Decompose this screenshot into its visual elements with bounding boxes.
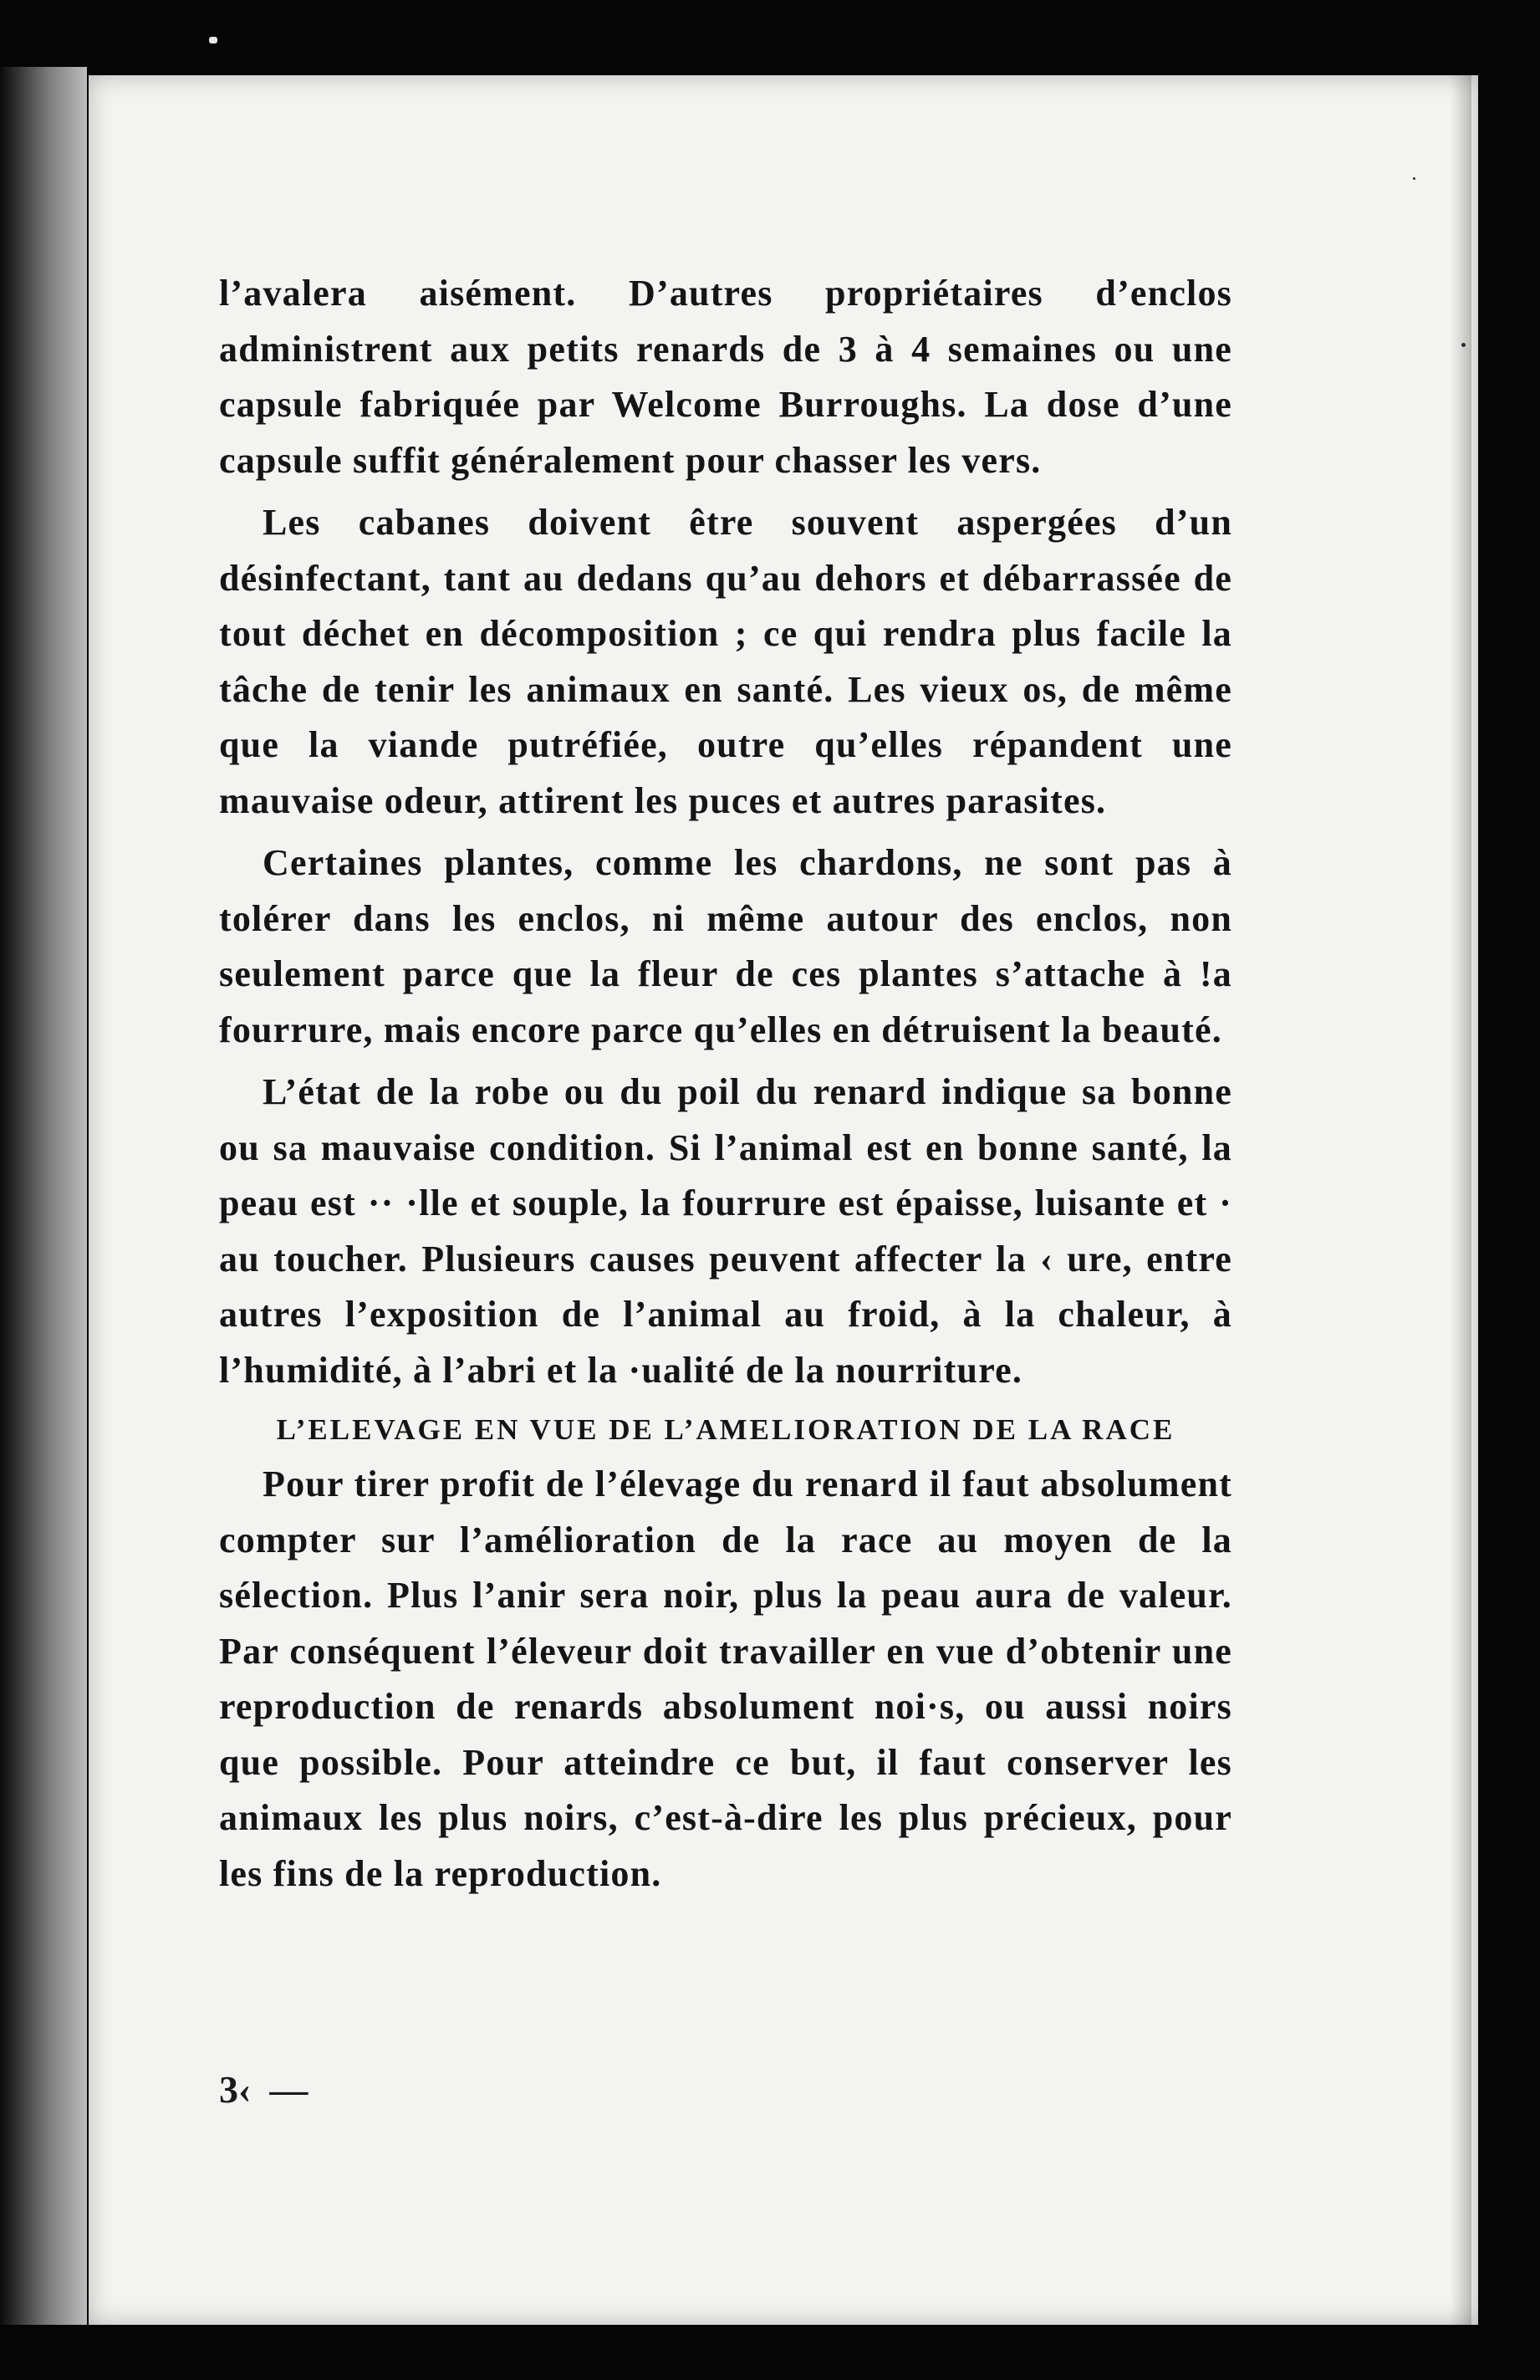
- page-body-text: [219, 266, 1232, 1908]
- page-footer: [219, 2067, 308, 2112]
- page-edge-shadow: [1450, 75, 1471, 2325]
- paragraph: Pour tirer profit de l’élevage du renard il faut absolument compter sur l’amélioration de la race au moyen de la sélection. Plus l’anir sera noir, plus la peau aura de valeur. Par conséquent l’éleveur doit travailler en vue d’obtenir une reproduction de renards absolument noi·s, ou aussi noirs que possible. Pour atteindre ce but, il faut conserver les animaux les plus noirs, c’est-à-dire les plus précieux, pour les fins de la reproduction.: [219, 1463, 1232, 1894]
- scan-speck: [1461, 343, 1466, 347]
- paragraph: Certaines plantes, comme les chardons, ne sont pas à tolérer dans les enclos, ni même autour des enclos, non seulement parce que la fleur de ces plantes s’attache à !a fourrure, mais encore parce qu’elles en détruisent la beauté.: [219, 842, 1232, 1050]
- page-number: 3‹: [219, 2068, 252, 2111]
- book-spine-edge: [0, 67, 87, 2325]
- paragraph: l’avalera aisément. D’autres propriétaires d’enclos administrent aux petits renards de 3 à 4 semaines ou une capsule fabriquée par Welcome Burroughs. La dose d’une capsule suffit généralement pour chasser les vers.: [219, 273, 1232, 481]
- footer-dash: —: [269, 2068, 309, 2111]
- paragraph: L’état de la robe ou du poil du renard indique sa bonne ou sa mauvaise condition. Si l’animal est en bonne santé, la peau est ·· ·lle et souple, la fourrure est épaisse, luisante et · au toucher. Plusieurs causes peuvent affecter la ‹ ure, entre autres l’exposition de l’animal au froid, à la chaleur, à l’humidité, à l’abri et la ·ualité de la nourriture.: [219, 1071, 1232, 1391]
- scan-speck: [1413, 177, 1415, 180]
- paragraph: Les cabanes doivent être souvent aspergées d’un désinfectant, tant au dedans qu’au dehors et débarrassée de tout déchet en décomposition ; ce qui rendra plus facile la tâche de tenir les animaux en santé. Les vieux os, de même que la viande putréfiée, outre qu’elles répandent une mauvaise odeur, attirent les puces et autres parasites.: [219, 502, 1232, 821]
- section-heading: L’ELEVAGE EN VUE DE L’AMELIORATION DE LA RACE: [276, 1413, 1175, 1446]
- scan-artifact: [209, 37, 217, 43]
